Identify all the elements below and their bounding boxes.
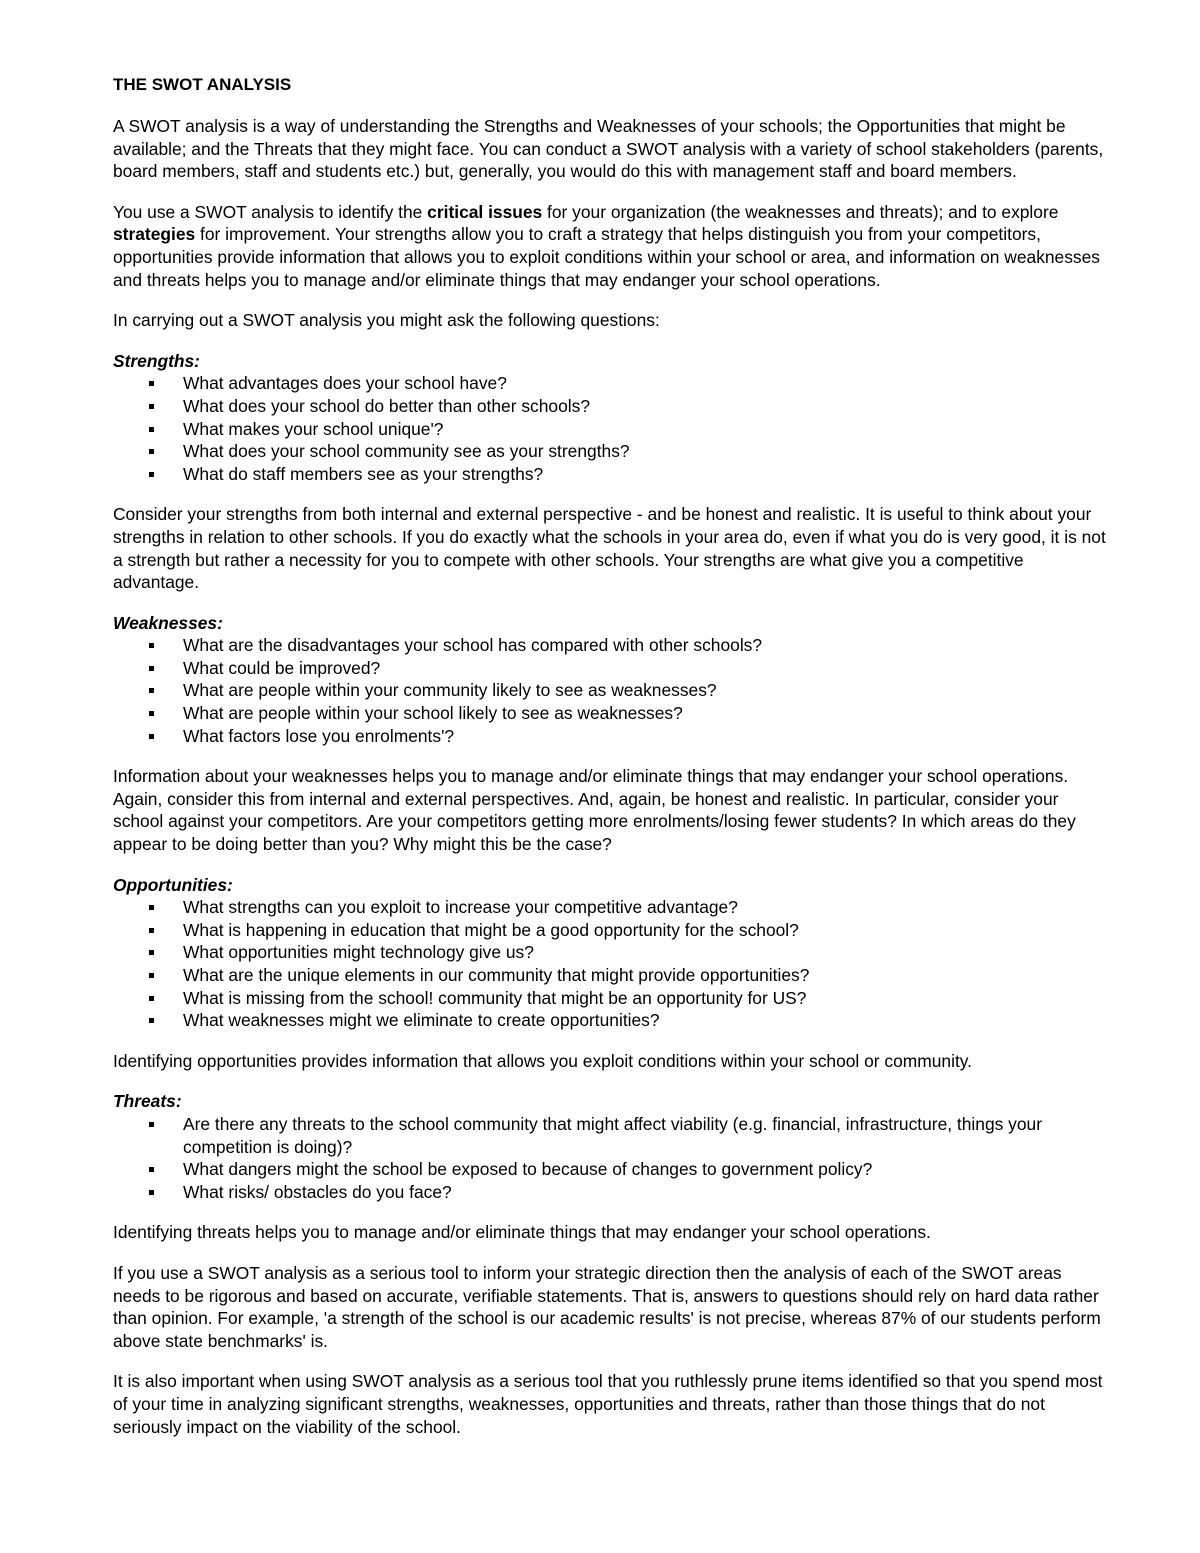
list-item: What are the disadvantages your school has compared with other schools?	[113, 634, 1110, 657]
weaknesses-list	[113, 634, 1110, 747]
threats-note: Identifying threats helps you to manage and/or eliminate things that may endanger your school operations.	[113, 1222, 931, 1243]
list-item: What could be improved?	[113, 657, 1110, 680]
list-item: What weaknesses might we eliminate to create opportunities?	[113, 1009, 1110, 1032]
weaknesses-note: Information about your weaknesses helps you to manage and/or eliminate things that may endanger your school operations. Again, consider this from internal and external perspectives. And, again, be honest and realistic. In particular, consider your school against your competitors. Are your competitors getting more enrolments/losing fewer students? In which areas do they appear to be doing better than you? Why might this be the case?	[113, 766, 1076, 855]
strengths-heading: Strengths:	[113, 350, 200, 371]
intro-paragraph-2	[113, 201, 1110, 291]
list-item: What do staff members see as your strengths?	[113, 463, 1110, 486]
list-item: What opportunities might technology give us?	[113, 941, 1110, 964]
weaknesses-heading: Weaknesses:	[113, 612, 223, 633]
list-item: What strengths can you exploit to increase your competitive advantage?	[113, 896, 1110, 919]
list-item: What risks/ obstacles do you face?	[113, 1181, 1110, 1204]
intro-p2-text-c: for your organization (the weaknesses and threats); and to explore	[542, 201, 1059, 222]
strengths-note: Consider your strengths from both internal and external perspective - and be honest and realistic. It is useful to think about your strengths in relation to other schools. If you do exactly what the schools in your area do, even if what you do is very good, it is not a strength but rather a necessity for you to compete with other schools. Your strengths are what give you a competitive advantage.	[113, 504, 1106, 593]
closing-paragraph-1: If you use a SWOT analysis as a serious tool to inform your strategic direction then the analysis of each of the SWOT areas needs to be rigorous and based on accurate, verifiable statements. That is, answers to questions should rely on hard data rather than opinion. For example, 'a strength of the school is our academic results' is not precise, whereas 87% of our students perform above state benchmarks' is.	[113, 1262, 1101, 1351]
document-title: THE SWOT ANALYSIS	[113, 75, 292, 94]
threats-heading: Threats:	[113, 1091, 182, 1112]
list-item: What is happening in education that might be a good opportunity for the school?	[113, 919, 1110, 942]
list-item: Are there any threats to the school community that might affect viability (e.g. financial, infrastructure, things your competition is doing)?	[113, 1113, 1110, 1158]
intro-p2-text-e: for improvement. Your strengths allow you to craft a strategy that helps distinguish you from your competitors, opportunities provide information that allows you to exploit conditions within your school or area, and information on weaknesses and threats helps you to manage and/or eliminate things that may endanger your school operations.	[113, 224, 1100, 290]
list-item: What are the unique elements in our community that might provide opportunities?	[113, 964, 1110, 987]
strengths-list	[113, 372, 1110, 485]
list-item: What are people within your school likely to see as weaknesses?	[113, 702, 1110, 725]
threats-list	[113, 1113, 1110, 1203]
intro-paragraph-1: A SWOT analysis is a way of understanding the Strengths and Weaknesses of your schools; the Opportunities that might be available; and the Threats that they might face. You can conduct a SWOT analysis with a variety of school stakeholders (parents, board members, staff and students etc.) but, generally, you would do this with management staff and board members.	[113, 116, 1104, 182]
opportunities-note: Identifying opportunities provides information that allows you exploit conditions within your school or community.	[113, 1050, 973, 1071]
opportunities-heading: Opportunities:	[113, 874, 233, 895]
intro-paragraph-3: In carrying out a SWOT analysis you might ask the following questions:	[113, 310, 660, 331]
list-item: What dangers might the school be exposed to because of changes to government policy?	[113, 1158, 1110, 1181]
list-item: What does your school do better than other schools?	[113, 395, 1110, 418]
intro-p2-text-a: You use a SWOT analysis to identify the	[113, 201, 428, 222]
list-item: What does your school community see as your strengths?	[113, 440, 1110, 463]
list-item: What factors lose you enrolments'?	[113, 725, 1110, 748]
list-item: What advantages does your school have?	[113, 372, 1110, 395]
list-item: What are people within your community likely to see as weaknesses?	[113, 679, 1110, 702]
opportunities-list	[113, 896, 1110, 1032]
closing-paragraph-2: It is also important when using SWOT analysis as a serious tool that you ruthlessly prune items identified so that you spend most of your time in analyzing significant strengths, weaknesses, opportunities and threats, rather than those things that do not seriously impact on the viability of the school.	[113, 1371, 1103, 1437]
strategies-emphasis: strategies	[113, 224, 196, 245]
list-item: What is missing from the school! community that might be an opportunity for US?	[113, 987, 1110, 1010]
list-item: What makes your school unique'?	[113, 418, 1110, 441]
critical-issues-emphasis: critical issues	[427, 201, 543, 222]
